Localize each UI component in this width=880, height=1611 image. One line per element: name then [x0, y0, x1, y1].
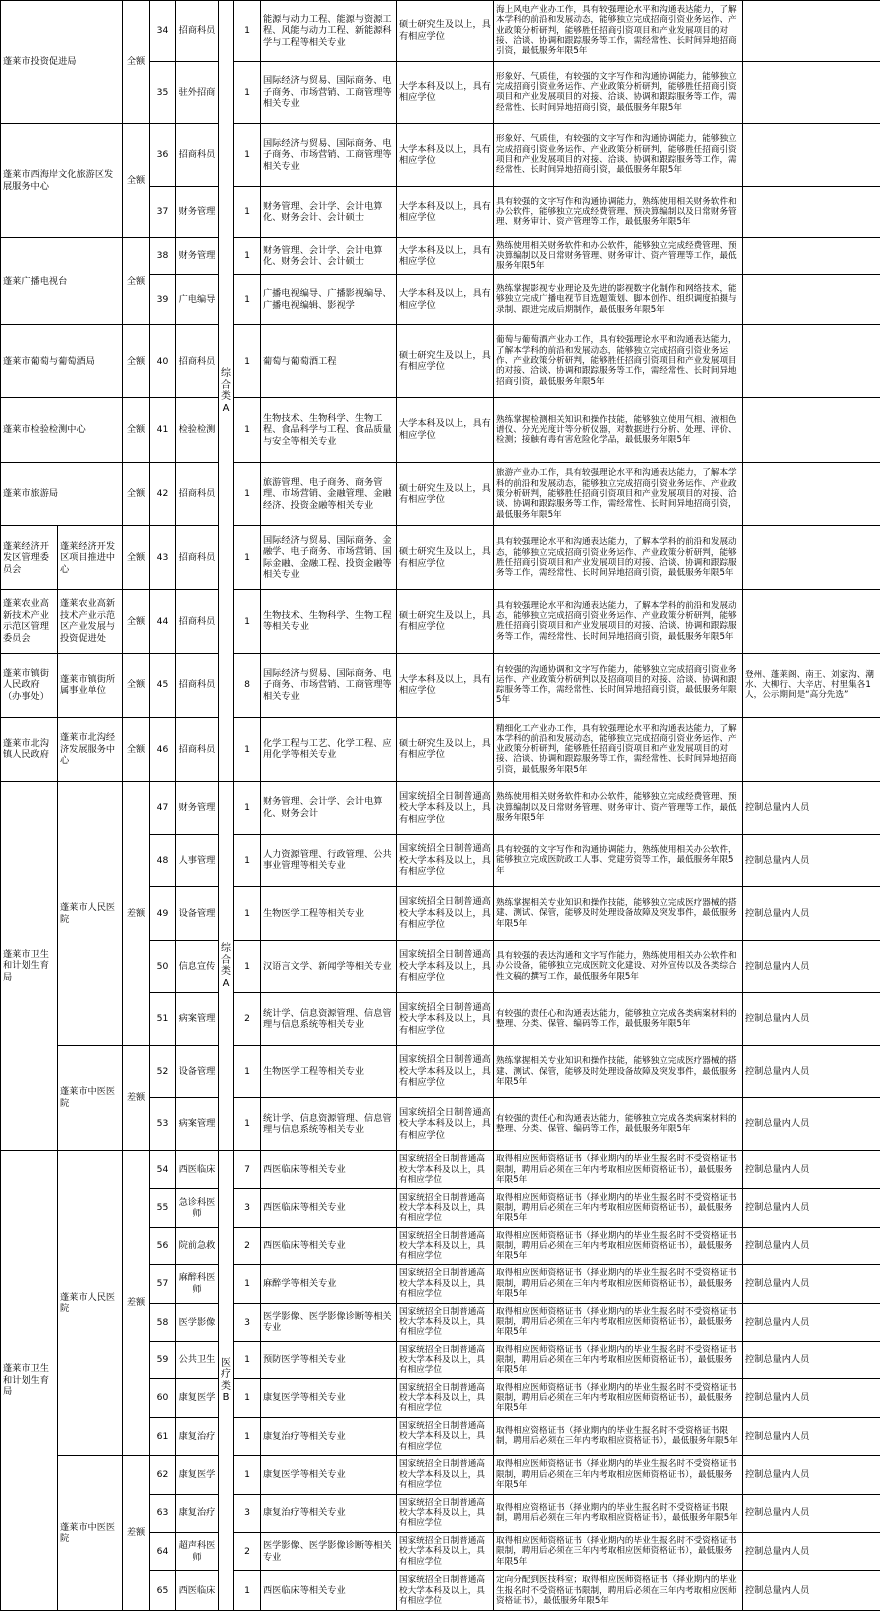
- education-cell: 国家统招全日制普通高校大学本科及以上，具有相应学位: [397, 1227, 494, 1264]
- education-cell: 大学本科及以上，具有相应学位: [397, 398, 494, 463]
- major-cell: 西医临床等相关专业: [261, 1151, 397, 1189]
- notes-cell: [743, 590, 880, 654]
- notes-cell: [743, 274, 880, 325]
- requirements-cell: 形象好、气质佳，有较强的文字写作和沟通协调能力，能够独立完成招商引资业务运作、产业政策分析研判，能够胜任招商引资项目和产业发展项目的对接、洽谈、协调和跟踪服务等工作，需经常性、长时间异地招商引资，最低服务年限5年: [494, 124, 743, 187]
- requirements-cell: 取得相应医师资格证书（择业期内的毕业生报名时不受资格证书限制，聘用后必须在三年内考取相应医师资格证书），最低服务年限5年: [494, 1303, 743, 1341]
- education-cell: 大学本科及以上，具有相应学位: [397, 124, 494, 187]
- major-cell: 康复医学等相关专业: [261, 1456, 397, 1494]
- funding-cell: 全额: [123, 124, 150, 238]
- funding-cell: 全额: [123, 1, 150, 124]
- seq-cell: 60: [150, 1379, 176, 1417]
- notes-cell: 控制总量内人员: [743, 1379, 880, 1417]
- funding-cell: 全额: [123, 717, 150, 782]
- sub-unit-cell: 蓬莱市中医医院: [58, 1045, 123, 1150]
- sub-unit-cell: 蓬莱市北沟经济发展服务中心: [58, 717, 123, 782]
- seq-cell: 54: [150, 1151, 176, 1189]
- requirements-cell: 取得相应资格证书（择业期内的毕业生报名时不受资格证书限制，聘用后必须在三年内考取相应资格证书），最低服务年限5年: [494, 1494, 743, 1532]
- sub-unit-cell: 蓬莱市人民医院: [58, 782, 123, 1046]
- position-cell: 医学影像: [176, 1303, 219, 1341]
- count-cell: 1: [234, 1341, 261, 1378]
- funding-cell: 全额: [123, 325, 150, 398]
- seq-cell: 55: [150, 1189, 176, 1227]
- requirements-cell: 葡萄与葡萄酒产业办工作，具有较强理论水平和沟通表达能力，了解本学科的前沿和发展动态，能够独立完成招商引资业务运作、产业政策分析研判，能够胜任招商引资项目和产业发展项目的对接、洽谈、协调和跟踪服务等工作，需经常性、长时间异地招商引资，最低服务年限5年: [494, 325, 743, 398]
- unit-cell: 蓬莱市卫生和计划生育局: [1, 782, 58, 1151]
- notes-cell: 控制总量内人员: [743, 1341, 880, 1378]
- table-row: [1, 1151, 880, 1189]
- requirements-cell: 具有较强理论水平和沟通表达能力，了解本学科的前沿和发展动态，能够独立完成招商引资业务运作、产业政策分析研判，能够胜任招商引资项目和产业发展项目的对接、洽谈、协调和跟踪服务等工作，需经常性、长时间异地招商引资，最低服务年限5年: [494, 590, 743, 654]
- category-cell: 综合类A: [219, 1, 234, 782]
- education-cell: 国家统招全日制普通高校大学本科及以上，具有相应学位: [397, 1341, 494, 1378]
- table-row: [1, 590, 880, 654]
- major-cell: 统计学、信息资源管理、信息管理与信息系统等相关专业: [261, 1098, 397, 1151]
- unit-cell: 蓬莱市卫生和计划生育局: [1, 1151, 58, 1611]
- major-cell: 能源与动力工程、能源与资源工程、风能与动力工程、新能源科学与工程等相关专业: [261, 1, 397, 62]
- seq-cell: 47: [150, 782, 176, 835]
- position-cell: 招商科员: [176, 717, 219, 782]
- position-cell: 信息宣传: [176, 940, 219, 993]
- major-cell: 康复治疗等相关专业: [261, 1417, 397, 1455]
- notes-cell: 控制总量内人员: [743, 1494, 880, 1532]
- unit-cell: 蓬莱农业高新技术产业示范区管理委员会: [1, 590, 58, 654]
- major-cell: 康复医学等相关专业: [261, 1379, 397, 1417]
- education-cell: 硕士研究生及以上，具有相应学位: [397, 1, 494, 62]
- major-cell: 康复治疗等相关专业: [261, 1494, 397, 1532]
- seq-cell: 43: [150, 526, 176, 590]
- education-cell: 国家统招全日制普通高校大学本科及以上，具有相应学位: [397, 1571, 494, 1611]
- count-cell: 1: [234, 887, 261, 941]
- requirements-cell: 具有较强的文字写作和沟通协调能力，熟练使用相关办公软件，能够独立完成医院政工人事、党建劳资等工作，最低服务年限5年: [494, 834, 743, 887]
- funding-cell: 全额: [123, 526, 150, 590]
- count-cell: 8: [234, 653, 261, 717]
- education-cell: 大学本科及以上，具有相应学位: [397, 653, 494, 717]
- education-cell: 国家统招全日制普通高校大学本科及以上，具有相应学位: [397, 1532, 494, 1570]
- funding-cell: 差额: [123, 1151, 150, 1456]
- unit-cell: 蓬莱市西海岸文化旅游区发展服务中心: [1, 124, 123, 238]
- notes-cell: [743, 1, 880, 62]
- table-row: [1, 398, 880, 463]
- count-cell: 1: [234, 717, 261, 782]
- count-cell: 1: [234, 1265, 261, 1303]
- count-cell: 1: [234, 1, 261, 62]
- major-cell: 国际经济与贸易、国际商务、电子商务、市场营销、工商管理等相关专业: [261, 124, 397, 187]
- requirements-cell: 熟练掌握检测相关知识和操作技能，能够独立使用气相、液相色谱仪、分光光度计等分析仪器，对数据进行分析、处理、评价、检测；接触有毒有害危险化学品，最低服务年限5年: [494, 398, 743, 463]
- table-row: [1, 717, 880, 782]
- count-cell: 1: [234, 274, 261, 325]
- notes-cell: 控制总量内人员: [743, 1098, 880, 1151]
- seq-cell: 34: [150, 1, 176, 62]
- count-cell: 1: [234, 1045, 261, 1098]
- count-cell: 1: [234, 61, 261, 124]
- seq-cell: 49: [150, 887, 176, 941]
- position-cell: 康复治疗: [176, 1494, 219, 1532]
- table-row: [1, 653, 880, 717]
- position-cell: 病案管理: [176, 1098, 219, 1151]
- seq-cell: 44: [150, 590, 176, 654]
- seq-cell: 40: [150, 325, 176, 398]
- position-cell: 人事管理: [176, 834, 219, 887]
- count-cell: 1: [234, 238, 261, 274]
- count-cell: 1: [234, 1098, 261, 1151]
- education-cell: 国家统招全日制普通高校大学本科及以上，具有相应学位: [397, 1379, 494, 1417]
- major-cell: 旅游管理、电子商务、商务管理、市场营销、金融管理、金融经济、投资金融等相关专业: [261, 462, 397, 526]
- requirements-cell: 取得相应医师资格证书（择业期内的毕业生报名时不受资格证书限制，聘用后必须在三年内考取相应医师资格证书），最低服务年限5年: [494, 1379, 743, 1417]
- major-cell: 财务管理、会计学、会计电算化、财务会计: [261, 782, 397, 835]
- count-cell: 3: [234, 1189, 261, 1227]
- notes-cell: [743, 238, 880, 274]
- notes-cell: 控制总量内人员: [743, 1571, 880, 1611]
- unit-cell: 蓬莱市葡萄与葡萄酒局: [1, 325, 123, 398]
- requirements-cell: 熟练使用相关财务软件和办公软件，能够独立完成经费管理、预决算编制以及日常财务管理、财务审计、资产管理等工作，最低服务年限5年: [494, 782, 743, 835]
- education-cell: 国家统招全日制普通高校大学本科及以上，具有相应学位: [397, 834, 494, 887]
- count-cell: 2: [234, 1227, 261, 1264]
- requirements-cell: 熟练掌握影视专业理论及先进的影视数字化制作和网络技术，能够独立完成广播电视节目选题策划、脚本创作、组织调度拍摄与录制、跟进完成后期制作，最低服务年限5年: [494, 274, 743, 325]
- requirements-cell: 有较强的沟通协调和文字写作能力，能够独立完成招商引资业务运作、产业政策分析研判以及招商项目的对接、洽谈、协调和跟踪服务等工作，需经常性、长时间异地招商引资，最低服务年限5年: [494, 653, 743, 717]
- requirements-cell: 取得相应医师资格证书（择业期内的毕业生报名时不受资格证书限制，聘用后必须在三年内考取相应医师资格证书），最低服务年限5年: [494, 1341, 743, 1378]
- seq-cell: 59: [150, 1341, 176, 1378]
- education-cell: 硕士研究生及以上，具有相应学位: [397, 590, 494, 654]
- position-cell: 招商科员: [176, 653, 219, 717]
- count-cell: 1: [234, 186, 261, 238]
- major-cell: 广播电视编导、广播影视编导、广播电视编辑、影视学: [261, 274, 397, 325]
- requirements-cell: 具有较强的表达沟通和文字写作能力，熟练使用相关办公软件和办公设备，能够独立完成医院文化建设、对外宣传以及各类综合性文稿的撰写工作，最低服务年限5年: [494, 940, 743, 993]
- table-row: [1, 526, 880, 590]
- requirements-cell: 取得相应医师资格证书（择业期内的毕业生报名时不受资格证书限制，聘用后必须在三年内考取相应医师资格证书），最低服务年限5年: [494, 1189, 743, 1227]
- table-row: [1, 1045, 880, 1098]
- major-cell: 医学影像、医学影像诊断等相关专业: [261, 1303, 397, 1341]
- requirements-cell: 熟练掌握相关专业知识和操作技能，能够独立完成医疗器械的搭建、测试、保管，能够及时处理设备故障及突发事件，最低服务年限5年: [494, 1045, 743, 1098]
- education-cell: 国家统招全日制普通高校大学本科及以上，具有相应学位: [397, 1303, 494, 1341]
- education-cell: 国家统招全日制普通高校大学本科及以上，具有相应学位: [397, 1456, 494, 1494]
- sub-unit-cell: 蓬莱市人民医院: [58, 1151, 123, 1456]
- position-cell: 财务管理: [176, 186, 219, 238]
- seq-cell: 50: [150, 940, 176, 993]
- unit-cell: 蓬莱市镇街人民政府（办事处）: [1, 653, 58, 717]
- education-cell: 大学本科及以上，具有相应学位: [397, 61, 494, 124]
- position-cell: 康复医学: [176, 1456, 219, 1494]
- notes-cell: [743, 325, 880, 398]
- major-cell: 化学工程与工艺、化学工程、应用化学等相关专业: [261, 717, 397, 782]
- major-cell: 汉语言文学、新闻学等相关专业: [261, 940, 397, 993]
- education-cell: 国家统招全日制普通高校大学本科及以上，具有相应学位: [397, 1417, 494, 1455]
- notes-cell: 控制总量内人员: [743, 1151, 880, 1189]
- count-cell: 1: [234, 1571, 261, 1611]
- count-cell: 3: [234, 1494, 261, 1532]
- position-cell: 招商科员: [176, 526, 219, 590]
- requirements-cell: 有较强的责任心和沟通表达能力，能够独立完成各类病案材料的整理、分类、保管、编码等工作，最低服务年限5年: [494, 993, 743, 1046]
- education-cell: 国家统招全日制普通高校大学本科及以上，具有相应学位: [397, 1098, 494, 1151]
- major-cell: 生物医学工程等相关专业: [261, 887, 397, 941]
- seq-cell: 35: [150, 61, 176, 124]
- seq-cell: 48: [150, 834, 176, 887]
- major-cell: 医学影像、医学影像诊断等相关专业: [261, 1532, 397, 1570]
- major-cell: 国际经济与贸易、国际商务、金融学、电子商务、市场营销、国际金融、金融工程、投资金融等相关专业: [261, 526, 397, 590]
- notes-cell: 控制总量内人员: [743, 1189, 880, 1227]
- major-cell: 人力资源管理、行政管理、公共事业管理等相关专业: [261, 834, 397, 887]
- count-cell: 1: [234, 1456, 261, 1494]
- funding-cell: 差额: [123, 1456, 150, 1611]
- count-cell: 7: [234, 1151, 261, 1189]
- position-cell: 公共卫生: [176, 1341, 219, 1378]
- count-cell: 1: [234, 834, 261, 887]
- position-cell: 病案管理: [176, 993, 219, 1046]
- seq-cell: 42: [150, 462, 176, 526]
- education-cell: 硕士研究生及以上，具有相应学位: [397, 325, 494, 398]
- notes-cell: [743, 717, 880, 782]
- sub-unit-cell: 蓬莱农业高新技术产业示范区产业发展与投资促进处: [58, 590, 123, 654]
- position-cell: 康复治疗: [176, 1417, 219, 1455]
- education-cell: 硕士研究生及以上，具有相应学位: [397, 526, 494, 590]
- notes-cell: 控制总量内人员: [743, 1227, 880, 1264]
- education-cell: 大学本科及以上，具有相应学位: [397, 274, 494, 325]
- unit-cell: 蓬莱市检验检测中心: [1, 398, 123, 463]
- major-cell: 西医临床等相关专业: [261, 1571, 397, 1611]
- seq-cell: 36: [150, 124, 176, 187]
- table-row: [1, 325, 880, 398]
- sub-unit-cell: 蓬莱经济开发区项目推进中心: [58, 526, 123, 590]
- funding-cell: 全额: [123, 653, 150, 717]
- table-row: [1, 462, 880, 526]
- major-cell: 葡萄与葡萄酒工程: [261, 325, 397, 398]
- count-cell: 1: [234, 325, 261, 398]
- position-cell: 麻醉科医师: [176, 1265, 219, 1303]
- requirements-cell: 取得相应医师资格证书（择业期内的毕业生报名时不受资格证书限制，聘用后必须在三年内考取相应医师资格证书），最低服务年限5年: [494, 1532, 743, 1570]
- unit-cell: 蓬莱经济开发区管理委员会: [1, 526, 58, 590]
- funding-cell: 全额: [123, 590, 150, 654]
- category-cell: 医疗类B: [219, 1151, 234, 1611]
- notes-cell: 控制总量内人员: [743, 887, 880, 941]
- seq-cell: 46: [150, 717, 176, 782]
- education-cell: 国家统招全日制普通高校大学本科及以上，具有相应学位: [397, 887, 494, 941]
- seq-cell: 41: [150, 398, 176, 463]
- requirements-cell: 有较强的责任心和沟通表达能力，能够独立完成各类病案材料的整理、分类、保管、编码等工作，最低服务年限5年: [494, 1098, 743, 1151]
- table-row: [1, 782, 880, 835]
- education-cell: 硕士研究生及以上，具有相应学位: [397, 717, 494, 782]
- count-cell: 2: [234, 993, 261, 1046]
- major-cell: 预防医学等相关专业: [261, 1341, 397, 1378]
- education-cell: 大学本科及以上，具有相应学位: [397, 238, 494, 274]
- notes-cell: [743, 186, 880, 238]
- count-cell: 1: [234, 398, 261, 463]
- seq-cell: 65: [150, 1571, 176, 1611]
- seq-cell: 64: [150, 1532, 176, 1570]
- education-cell: 国家统招全日制普通高校大学本科及以上，具有相应学位: [397, 940, 494, 993]
- funding-cell: 差额: [123, 1045, 150, 1150]
- unit-cell: 蓬莱市旅游局: [1, 462, 123, 526]
- major-cell: 生物技术、生物科学、生物工程等相关专业: [261, 590, 397, 654]
- table-row: [1, 1, 880, 62]
- count-cell: 3: [234, 1303, 261, 1341]
- sub-unit-cell: 蓬莱市镇街所属事业单位: [58, 653, 123, 717]
- position-cell: 财务管理: [176, 782, 219, 835]
- notes-cell: 控制总量内人员: [743, 1045, 880, 1098]
- seq-cell: 39: [150, 274, 176, 325]
- position-cell: 院前急救: [176, 1227, 219, 1264]
- unit-cell: 蓬莱市北沟镇人民政府: [1, 717, 58, 782]
- requirements-cell: 取得相应医师资格证书（择业期内的毕业生报名时不受资格证书限制，聘用后必须在三年内考取相应医师资格证书），最低服务年限5年: [494, 1151, 743, 1189]
- count-cell: 1: [234, 124, 261, 187]
- education-cell: 国家统招全日制普通高校大学本科及以上，具有相应学位: [397, 1151, 494, 1189]
- notes-cell: [743, 124, 880, 187]
- position-cell: 设备管理: [176, 887, 219, 941]
- requirements-cell: 具有较强的文字写作和沟通协调能力，熟练使用相关财务软件和办公软件，能够独立完成经费管理、预决算编制以及日常财务管理、财务审计、资产管理等工作，最低服务年限5年: [494, 186, 743, 238]
- seq-cell: 56: [150, 1227, 176, 1264]
- count-cell: 1: [234, 462, 261, 526]
- requirements-cell: 取得相应医师资格证书（择业期内的毕业生报名时不受资格证书限制，聘用后必须在三年内考取相应医师资格证书），最低服务年限5年: [494, 1227, 743, 1264]
- major-cell: 生物技术、生物科学、生物工程、食品科学与工程、食品质量与安全等相关专业: [261, 398, 397, 463]
- major-cell: 财务管理、会计学、会计电算化、财务会计、会计硕士: [261, 186, 397, 238]
- education-cell: 国家统招全日制普通高校大学本科及以上，具有相应学位: [397, 1189, 494, 1227]
- seq-cell: 52: [150, 1045, 176, 1098]
- education-cell: 国家统招全日制普通高校大学本科及以上，具有相应学位: [397, 782, 494, 835]
- education-cell: 大学本科及以上，具有相应学位: [397, 186, 494, 238]
- position-cell: 招商科员: [176, 462, 219, 526]
- position-cell: 招商科员: [176, 1, 219, 62]
- requirements-cell: 取得相应医师资格证书（择业期内的毕业生报名时不受资格证书限制，聘用后必须在三年内考取相应医师资格证书），最低服务年限5年: [494, 1456, 743, 1494]
- major-cell: 生物医学工程等相关专业: [261, 1045, 397, 1098]
- education-cell: 国家统招全日制普通高校大学本科及以上，具有相应学位: [397, 1045, 494, 1098]
- major-cell: 麻醉学等相关专业: [261, 1265, 397, 1303]
- major-cell: 西医临床等相关专业: [261, 1227, 397, 1264]
- notes-cell: 控制总量内人员: [743, 940, 880, 993]
- requirements-cell: 取得相应资格证书（择业期内的毕业生报名时不受资格证书限制，聘用后必须在三年内考取相应资格证书），最低服务年限5年: [494, 1417, 743, 1455]
- unit-cell: 蓬莱广播电视台: [1, 238, 123, 325]
- major-cell: 国际经济与贸易、国际商务、电子商务、市场营销、工商管理等相关专业: [261, 61, 397, 124]
- notes-cell: 控制总量内人员: [743, 1303, 880, 1341]
- requirements-cell: 精细化工产业办工作，具有较强理论水平和沟通表达能力，了解本学科的前沿和发展动态，能够独立完成招商引资业务运作、产业政策分析研判，能够胜任招商引资项目和产业发展项目的对接、洽谈、协调和跟踪服务等工作，需经常性、长时间异地招商引资，最低服务年限5年: [494, 717, 743, 782]
- requirements-cell: 取得相应医师资格证书（择业期内的毕业生报名时不受资格证书限制，聘用后必须在三年内考取相应医师资格证书），最低服务年限5年: [494, 1265, 743, 1303]
- seq-cell: 62: [150, 1456, 176, 1494]
- requirements-cell: 旅游产业办工作，具有较强理论水平和沟通表达能力，了解本学科的前沿和发展动态，能够独立完成招商引资业务运作、产业政策分析研判，能够胜任招商引资项目和产业发展项目的对接、洽谈、协调和跟踪服务等工作，需经常性、长时间异地招商引资，最低服务年限5年: [494, 462, 743, 526]
- notes-cell: [743, 526, 880, 590]
- seq-cell: 37: [150, 186, 176, 238]
- major-cell: 西医临床等相关专业: [261, 1189, 397, 1227]
- position-cell: 广电编导: [176, 274, 219, 325]
- count-cell: 2: [234, 1532, 261, 1570]
- sub-unit-cell: 蓬莱市中医医院: [58, 1456, 123, 1611]
- count-cell: 1: [234, 940, 261, 993]
- notes-cell: [743, 398, 880, 463]
- notes-cell: 控制总量内人员: [743, 1456, 880, 1494]
- education-cell: 硕士研究生及以上，具有相应学位: [397, 462, 494, 526]
- seq-cell: 45: [150, 653, 176, 717]
- category-cell: 综合类A: [219, 782, 234, 1151]
- major-cell: 统计学、信息资源管理、信息管理与信息系统等相关专业: [261, 993, 397, 1046]
- seq-cell: 58: [150, 1303, 176, 1341]
- table-row: [1, 124, 880, 187]
- requirements-cell: 熟练掌握相关专业知识和操作技能，能够独立完成医疗器械的搭建、测试、保管，能够及时处理设备故障及突发事件，最低服务年限5年: [494, 887, 743, 941]
- position-cell: 设备管理: [176, 1045, 219, 1098]
- notes-cell: 控制总量内人员: [743, 834, 880, 887]
- notes-cell: 控制总量内人员: [743, 1417, 880, 1455]
- seq-cell: 51: [150, 993, 176, 1046]
- count-cell: 1: [234, 782, 261, 835]
- position-cell: 西医临床: [176, 1151, 219, 1189]
- requirements-cell: 熟练使用相关财务软件和办公软件，能够独立完成经费管理、预决算编制以及日常财务管理、财务审计、资产管理等工作，最低服务年限5年: [494, 238, 743, 274]
- position-cell: 招商科员: [176, 124, 219, 187]
- table-row: [1, 1456, 880, 1494]
- position-cell: 财务管理: [176, 238, 219, 274]
- count-cell: 1: [234, 590, 261, 654]
- position-cell: 检验检测: [176, 398, 219, 463]
- funding-cell: 全额: [123, 398, 150, 463]
- seq-cell: 63: [150, 1494, 176, 1532]
- seq-cell: 38: [150, 238, 176, 274]
- position-cell: 招商科员: [176, 325, 219, 398]
- notes-cell: 控制总量内人员: [743, 1532, 880, 1570]
- major-cell: 国际经济与贸易、国际商务、电子商务、市场营销、工商管理等相关专业: [261, 653, 397, 717]
- notes-cell: [743, 462, 880, 526]
- position-cell: 招商科员: [176, 590, 219, 654]
- requirements-cell: 具有较强理论水平和沟通表达能力，了解本学科的前沿和发展动态，能够独立完成招商引资业务运作、产业政策分析研判，能够胜任招商引资项目和产业发展项目的对接、洽谈、协调和跟踪服务等工作，需经常性、长时间异地招商引资，最低服务年限5年: [494, 526, 743, 590]
- seq-cell: 53: [150, 1098, 176, 1151]
- requirements-cell: 海上风电产业办工作，具有较强理论水平和沟通表达能力，了解本学科的前沿和发展动态，能够独立完成招商引资业务运作、产业政策分析研判，能够胜任招商引资项目和产业发展项目的对接、洽谈、协调和跟踪服务等工作，需经常性、长时间异地招商引资，最低服务年限5年: [494, 1, 743, 62]
- position-cell: 超声科医师: [176, 1532, 219, 1570]
- notes-cell: 控制总量内人员: [743, 782, 880, 835]
- seq-cell: 57: [150, 1265, 176, 1303]
- count-cell: 1: [234, 1379, 261, 1417]
- unit-cell: 蓬莱市投资促进局: [1, 1, 123, 124]
- seq-cell: 61: [150, 1417, 176, 1455]
- notes-cell: 控制总量内人员: [743, 1265, 880, 1303]
- position-cell: 西医临床: [176, 1571, 219, 1611]
- education-cell: 国家统招全日制普通高校大学本科及以上，具有相应学位: [397, 993, 494, 1046]
- education-cell: 国家统招全日制普通高校大学本科及以上，具有相应学位: [397, 1494, 494, 1532]
- funding-cell: 全额: [123, 462, 150, 526]
- requirements-cell: 定向分配到医技科室；取得相应医师资格证书（择业期内的毕业生报名时不受资格证书限制，聘用后必须在三年内考取相应医师资格证书），最低服务年限5年: [494, 1571, 743, 1611]
- education-cell: 国家统招全日制普通高校大学本科及以上，具有相应学位: [397, 1265, 494, 1303]
- funding-cell: 全额: [123, 238, 150, 325]
- notes-cell: 控制总量内人员: [743, 993, 880, 1046]
- table-row: [1, 238, 880, 274]
- count-cell: 1: [234, 526, 261, 590]
- notes-cell: 登州、蓬莱阁、南王、刘家沟、潮水、大柳行、大辛店、村里集各1人，公示期间是“高分先选”: [743, 653, 880, 717]
- requirements-cell: 形象好、气质佳，有较强的文字写作和沟通协调能力，能够独立完成招商引资业务运作、产业政策分析研判，能够胜任招商引资项目和产业发展项目的对接、洽谈、协调和跟踪服务等工作，需经常性、长时间异地招商引资，最低服务年限5年: [494, 61, 743, 124]
- funding-cell: 差额: [123, 782, 150, 1046]
- notes-cell: [743, 61, 880, 124]
- count-cell: 1: [234, 1417, 261, 1455]
- position-cell: 急诊科医师: [176, 1189, 219, 1227]
- position-cell: 驻外招商: [176, 61, 219, 124]
- major-cell: 财务管理、会计学、会计电算化、财务会计、会计硕士: [261, 238, 397, 274]
- position-cell: 康复医学: [176, 1379, 219, 1417]
